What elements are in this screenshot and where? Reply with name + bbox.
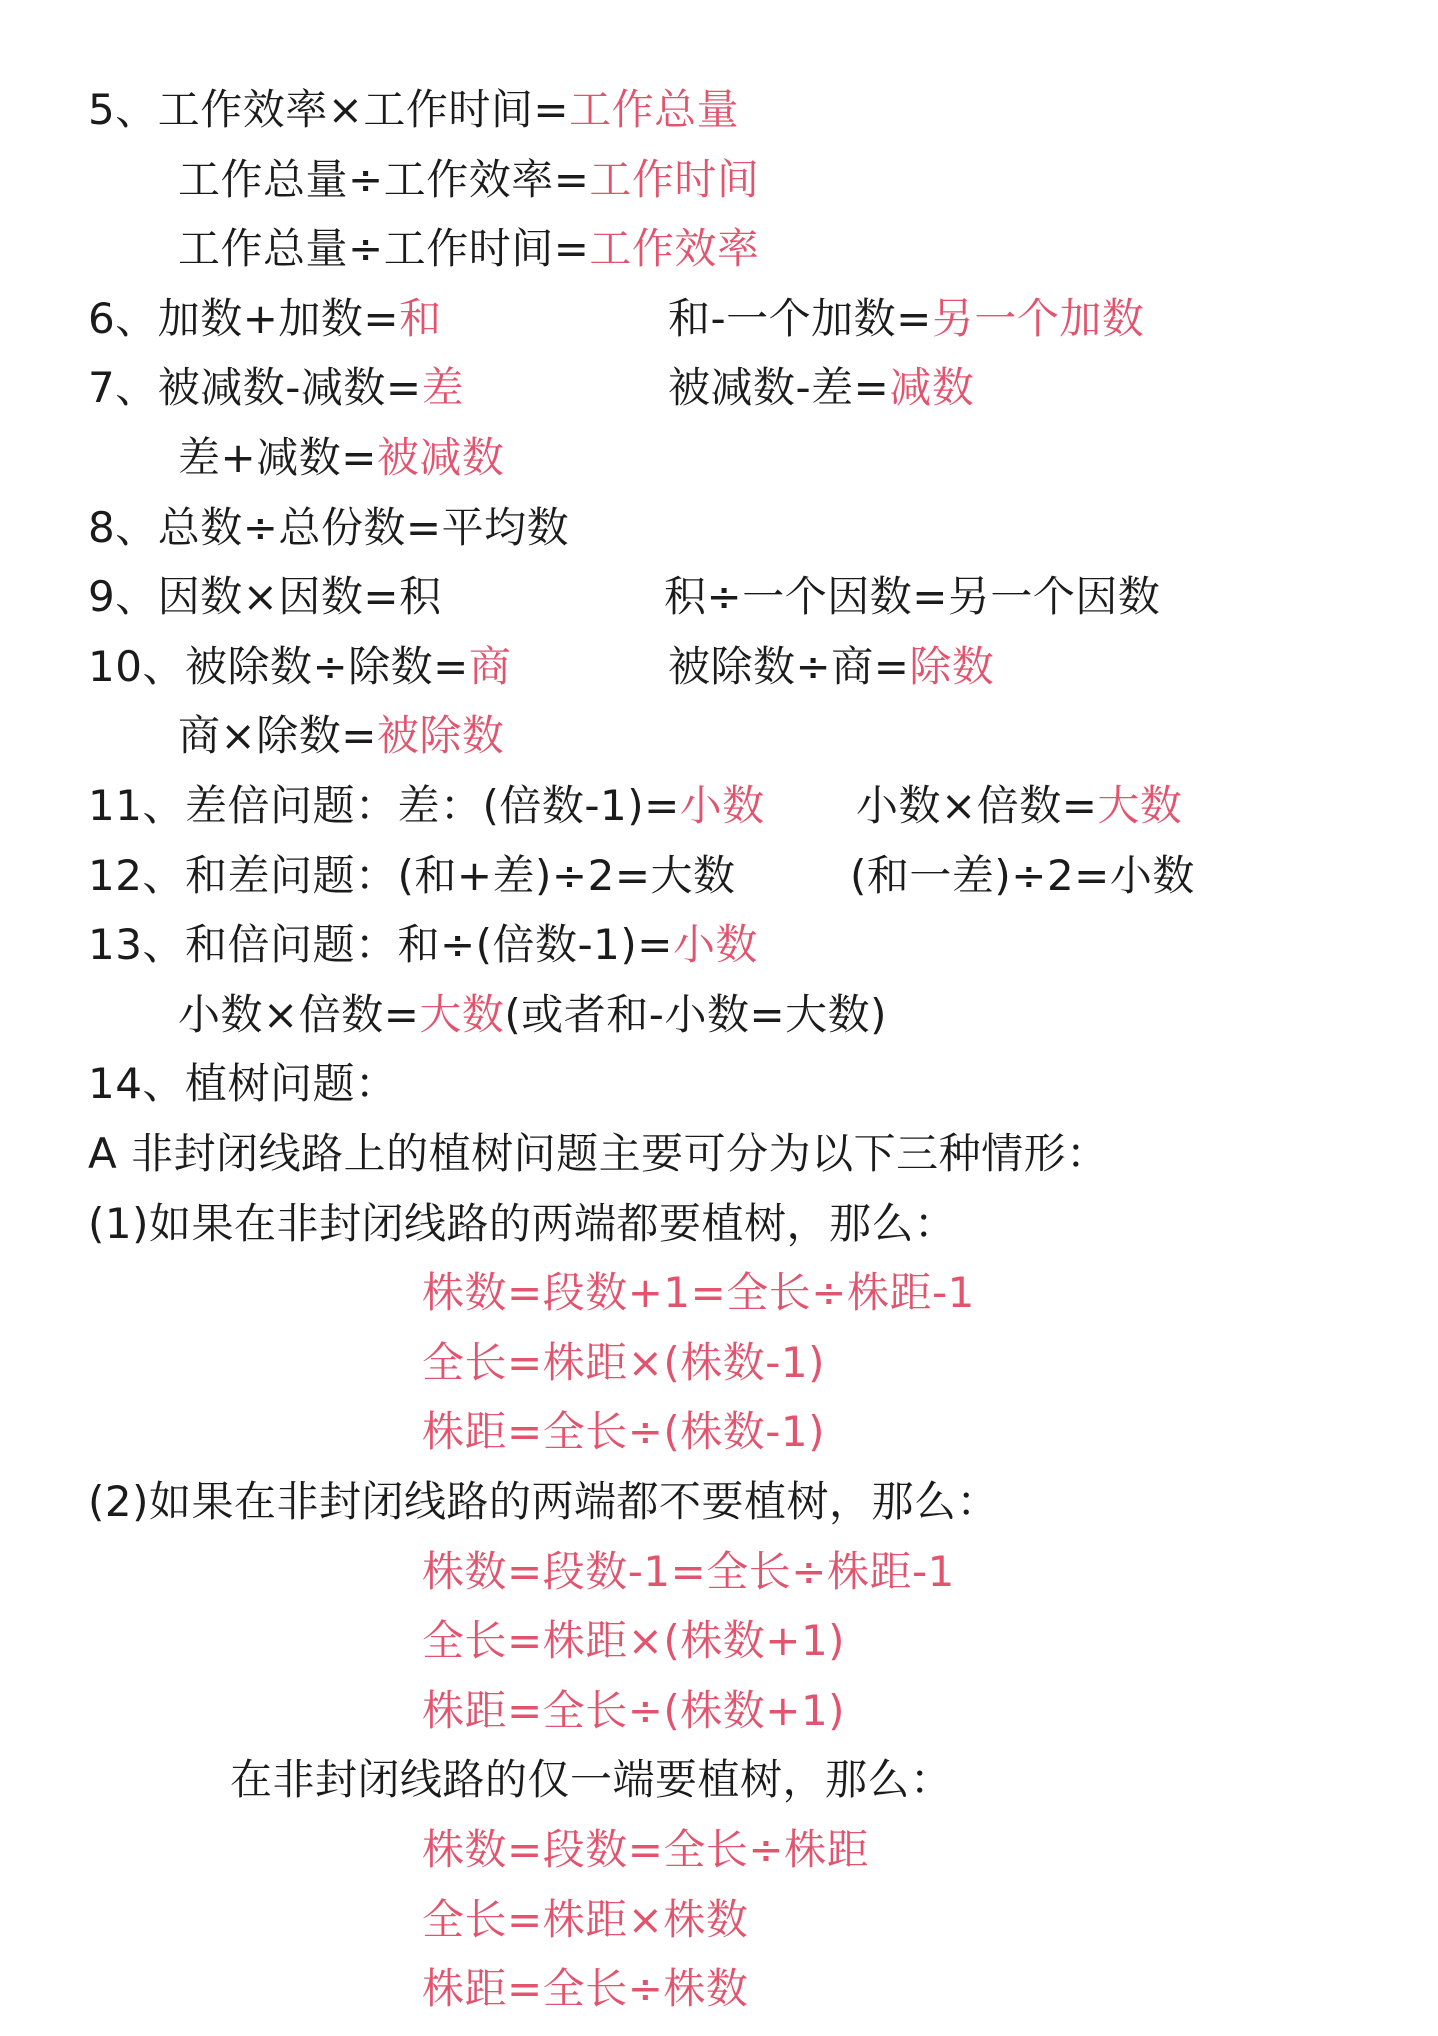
formula-text: (1)如果在非封闭线路的两端都要植树，那么： xyxy=(88,1198,957,1248)
formula-text: 工作总量÷工作时间= xyxy=(178,224,590,274)
formula-segment-left xyxy=(88,358,464,418)
formula-segment-left xyxy=(422,1820,869,1880)
formula-segment-right xyxy=(856,776,1182,836)
formula-line xyxy=(0,567,1438,627)
formula-text: 9、因数×因数=积 xyxy=(88,572,442,622)
formula-result-text: 另一个加数 xyxy=(931,293,1145,343)
formula-segment-left xyxy=(230,1750,953,1810)
formula-line xyxy=(0,1890,1438,1950)
formula-segment-left xyxy=(88,1194,957,1254)
formula-result-text: 大数 xyxy=(419,989,505,1039)
formula-result-text: 全长=株距×株数 xyxy=(422,1894,749,1944)
formula-text: 5、工作效率×工作时间= xyxy=(88,85,570,134)
formula-text: A 非封闭线路上的植树问题主要可分为以下三种情形： xyxy=(88,1129,1109,1178)
formula-result-text: 株数=段数-1=全长÷株距-1 xyxy=(422,1546,955,1596)
formula-line xyxy=(0,776,1438,836)
formula-segment-left xyxy=(88,567,442,627)
formula-result-text: 株数=段数+1=全长÷株距-1 xyxy=(422,1268,975,1318)
formula-segment-left xyxy=(178,428,504,488)
formula-segment-left xyxy=(422,1890,748,1950)
formula-line xyxy=(0,1750,1438,1810)
formula-segment-left xyxy=(422,1263,975,1323)
formula-line xyxy=(0,498,1438,558)
formula-line xyxy=(0,1333,1438,1393)
formula-result-text: 株距=全长÷(株数-1) xyxy=(422,1407,826,1457)
formula-text: 14、植树问题： xyxy=(88,1059,398,1109)
formula-text: 13、和倍问题：和÷(倍数-1)= xyxy=(88,920,673,970)
formula-line xyxy=(0,80,1438,140)
formula-segment-left xyxy=(88,1124,1109,1184)
formula-line xyxy=(0,846,1438,906)
formula-line xyxy=(0,358,1438,418)
formula-line xyxy=(0,1124,1438,1184)
formula-segment-left xyxy=(88,846,736,906)
formula-segment-left xyxy=(88,498,569,558)
formula-result-text: 差 xyxy=(421,363,465,413)
formula-text: 被减数-差= xyxy=(668,363,890,413)
formula-segment-left xyxy=(422,1402,825,1462)
formula-result-text: 商 xyxy=(468,641,512,691)
formula-text: 12、和差问题：(和+差)÷2=大数 xyxy=(88,850,736,900)
formula-text: 工作总量÷工作效率= xyxy=(178,154,590,204)
formula-text: 商×除数= xyxy=(178,711,377,761)
formula-line xyxy=(0,1820,1438,1880)
formula-segment-left xyxy=(178,219,759,279)
formula-line xyxy=(0,1194,1438,1254)
formula-segment-right xyxy=(668,289,1144,349)
formula-segment-left xyxy=(422,1542,955,1602)
formula-text: 8、总数÷总份数=平均数 xyxy=(88,502,570,552)
formula-line xyxy=(0,1681,1438,1741)
formula-result-text: 工作时间 xyxy=(589,154,760,204)
formula-result-text: 株数=段数=全长÷株距 xyxy=(422,1825,870,1874)
formula-segment-right xyxy=(668,637,994,697)
formula-text: 6、加数+加数= xyxy=(88,293,400,343)
formula-result-text: 减数 xyxy=(889,363,975,413)
formula-text: 和-一个加数= xyxy=(668,293,932,343)
formula-segment-left xyxy=(88,80,739,140)
formula-result-text: 工作总量 xyxy=(569,85,740,134)
formula-segment-left xyxy=(88,637,511,697)
formula-text: 差+减数= xyxy=(178,433,377,482)
formula-text: (2)如果在非封闭线路的两端都不要植树，那么： xyxy=(88,1477,999,1526)
formula-line xyxy=(0,637,1438,697)
formula-segment-left xyxy=(88,289,442,349)
formula-segment-left xyxy=(88,915,758,975)
formula-line xyxy=(0,150,1438,210)
formula-segment-right xyxy=(664,567,1160,627)
formula-result-text: 被减数 xyxy=(376,433,505,482)
formula-result-text: 全长=株距×(株数+1) xyxy=(422,1616,846,1666)
formula-line xyxy=(0,1542,1438,1602)
formula-line xyxy=(0,219,1438,279)
formula-result-text: 株距=全长÷(株数+1) xyxy=(422,1685,846,1735)
formula-segment-left xyxy=(88,776,765,836)
formula-text: 小数×倍数= xyxy=(178,989,420,1039)
formula-text: (或者和-小数=大数) xyxy=(504,989,888,1039)
formula-text: 小数×倍数= xyxy=(856,781,1098,830)
formula-line xyxy=(0,1263,1438,1323)
formula-segment-left xyxy=(88,1054,397,1114)
formula-line xyxy=(0,915,1438,975)
formula-result-text: 小数 xyxy=(672,920,758,970)
formula-segment-left xyxy=(178,985,887,1045)
formula-segment-left xyxy=(422,1681,845,1741)
formula-result-text: 株距=全长÷株数 xyxy=(422,1964,749,2014)
formula-segment-left xyxy=(88,1472,999,1532)
formula-segment-left xyxy=(422,1611,845,1671)
formula-result-text: 全长=株距×(株数-1) xyxy=(422,1337,826,1387)
formula-line xyxy=(0,289,1438,349)
formula-line xyxy=(0,428,1438,488)
formula-result-text: 除数 xyxy=(909,641,995,691)
formula-result-text: 被除数 xyxy=(376,711,505,761)
formula-text: 在非封闭线路的仅一端要植树，那么： xyxy=(230,1755,953,1805)
formula-line xyxy=(0,706,1438,766)
formula-line xyxy=(0,985,1438,1045)
formula-text: 7、被减数-减数= xyxy=(88,363,422,413)
formula-segment-left xyxy=(178,706,504,766)
formula-text: 被除数÷商= xyxy=(668,641,910,691)
formula-line xyxy=(0,1472,1438,1532)
formula-result-text: 大数 xyxy=(1097,781,1183,830)
formula-segment-left xyxy=(422,1333,825,1393)
formula-text: 积÷一个因数=另一个因数 xyxy=(664,572,1161,622)
formula-result-text: 和 xyxy=(399,293,442,343)
formula-text: (和一差)÷2=小数 xyxy=(850,850,1195,900)
formula-segment-right xyxy=(668,358,974,418)
formula-result-text: 工作效率 xyxy=(589,224,760,274)
formula-line xyxy=(0,1402,1438,1462)
formula-segment-right xyxy=(850,846,1195,906)
formula-text: 11、差倍问题：差：(倍数-1)= xyxy=(88,781,680,830)
formula-line xyxy=(0,1054,1438,1114)
formula-segment-left xyxy=(422,1959,748,2019)
formula-text: 10、被除数÷除数= xyxy=(88,641,469,691)
formula-line xyxy=(0,1959,1438,2019)
formula-result-text: 小数 xyxy=(679,781,765,830)
formula-segment-left xyxy=(178,150,759,210)
formula-line xyxy=(0,1611,1438,1671)
